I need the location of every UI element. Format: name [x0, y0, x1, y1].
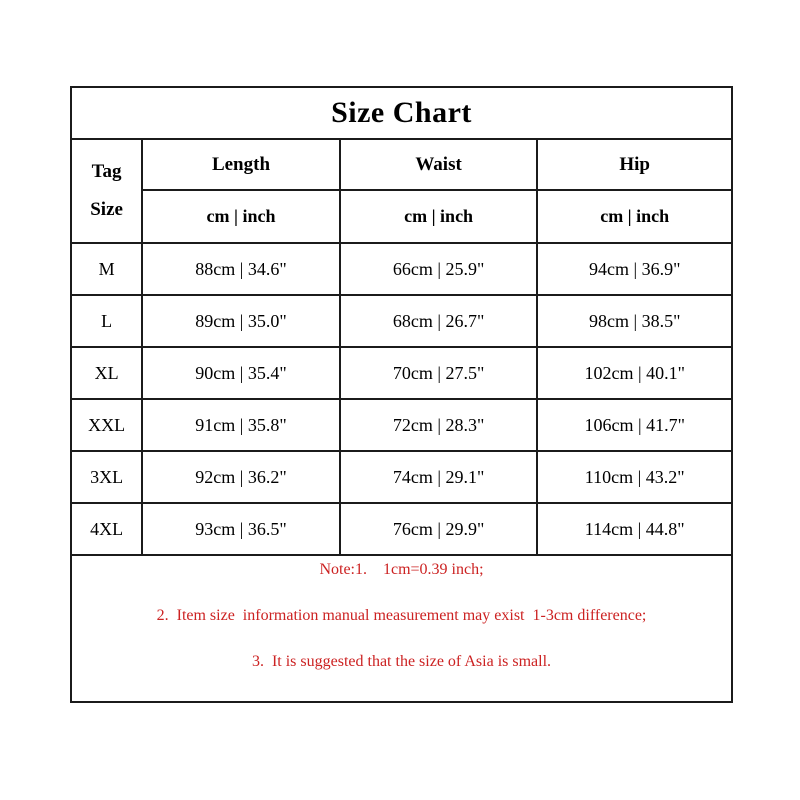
- size-label: 4XL: [71, 503, 142, 555]
- note-line-2: 2. Item size information manual measurement may exist 1-3cm difference;: [156, 606, 647, 624]
- note-line-3: 3. It is suggested that the size of Asia is small.: [251, 652, 552, 670]
- table-row-3xl: [71, 451, 732, 503]
- page-title: Size Chart: [71, 87, 732, 139]
- column-header-waist: Waist: [340, 139, 538, 190]
- table-row-4xl: [71, 503, 732, 555]
- size-label: L: [71, 295, 142, 347]
- hip-value: 114cm | 44.8": [537, 503, 732, 555]
- notes-row: [71, 555, 732, 702]
- table-row-l: [71, 295, 732, 347]
- column-header-hip: Hip: [537, 139, 732, 190]
- notes-section: [71, 555, 732, 702]
- length-value: 92cm | 36.2": [142, 451, 340, 503]
- size-label: XL: [71, 347, 142, 399]
- size-header-label: Size: [90, 199, 123, 220]
- hip-value: 110cm | 43.2": [537, 451, 732, 503]
- length-value: 91cm | 35.8": [142, 399, 340, 451]
- unit-header-waist: cm | inch: [340, 190, 538, 243]
- hip-value: 98cm | 38.5": [537, 295, 732, 347]
- length-value: 89cm | 35.0": [142, 295, 340, 347]
- note-line-1: Note:1. 1cm=0.39 inch;: [319, 560, 484, 578]
- unit-header-length: cm | inch: [142, 190, 340, 243]
- column-header-length: Length: [142, 139, 340, 190]
- table-row-xxl: [71, 399, 732, 451]
- length-value: 93cm | 36.5": [142, 503, 340, 555]
- size-label: 3XL: [71, 451, 142, 503]
- hip-value: 94cm | 36.9": [537, 243, 732, 295]
- waist-value: 66cm | 25.9": [340, 243, 538, 295]
- table-row-xl: [71, 347, 732, 399]
- waist-value: 76cm | 29.9": [340, 503, 538, 555]
- header-row: [71, 139, 732, 190]
- size-chart-table: [70, 86, 733, 703]
- tag-header-label: Tag: [91, 161, 122, 182]
- title-row: [71, 87, 732, 139]
- waist-value: 72cm | 28.3": [340, 399, 538, 451]
- waist-value: 68cm | 26.7": [340, 295, 538, 347]
- waist-value: 74cm | 29.1": [340, 451, 538, 503]
- unit-header-hip: cm | inch: [537, 190, 732, 243]
- tag-size-header-cell: [71, 139, 142, 243]
- size-label: XXL: [71, 399, 142, 451]
- hip-value: 106cm | 41.7": [537, 399, 732, 451]
- hip-value: 102cm | 40.1": [537, 347, 732, 399]
- length-value: 88cm | 34.6": [142, 243, 340, 295]
- waist-value: 70cm | 27.5": [340, 347, 538, 399]
- size-label: M: [71, 243, 142, 295]
- unit-header-row: [71, 190, 732, 243]
- table-row-m: [71, 243, 732, 295]
- length-value: 90cm | 35.4": [142, 347, 340, 399]
